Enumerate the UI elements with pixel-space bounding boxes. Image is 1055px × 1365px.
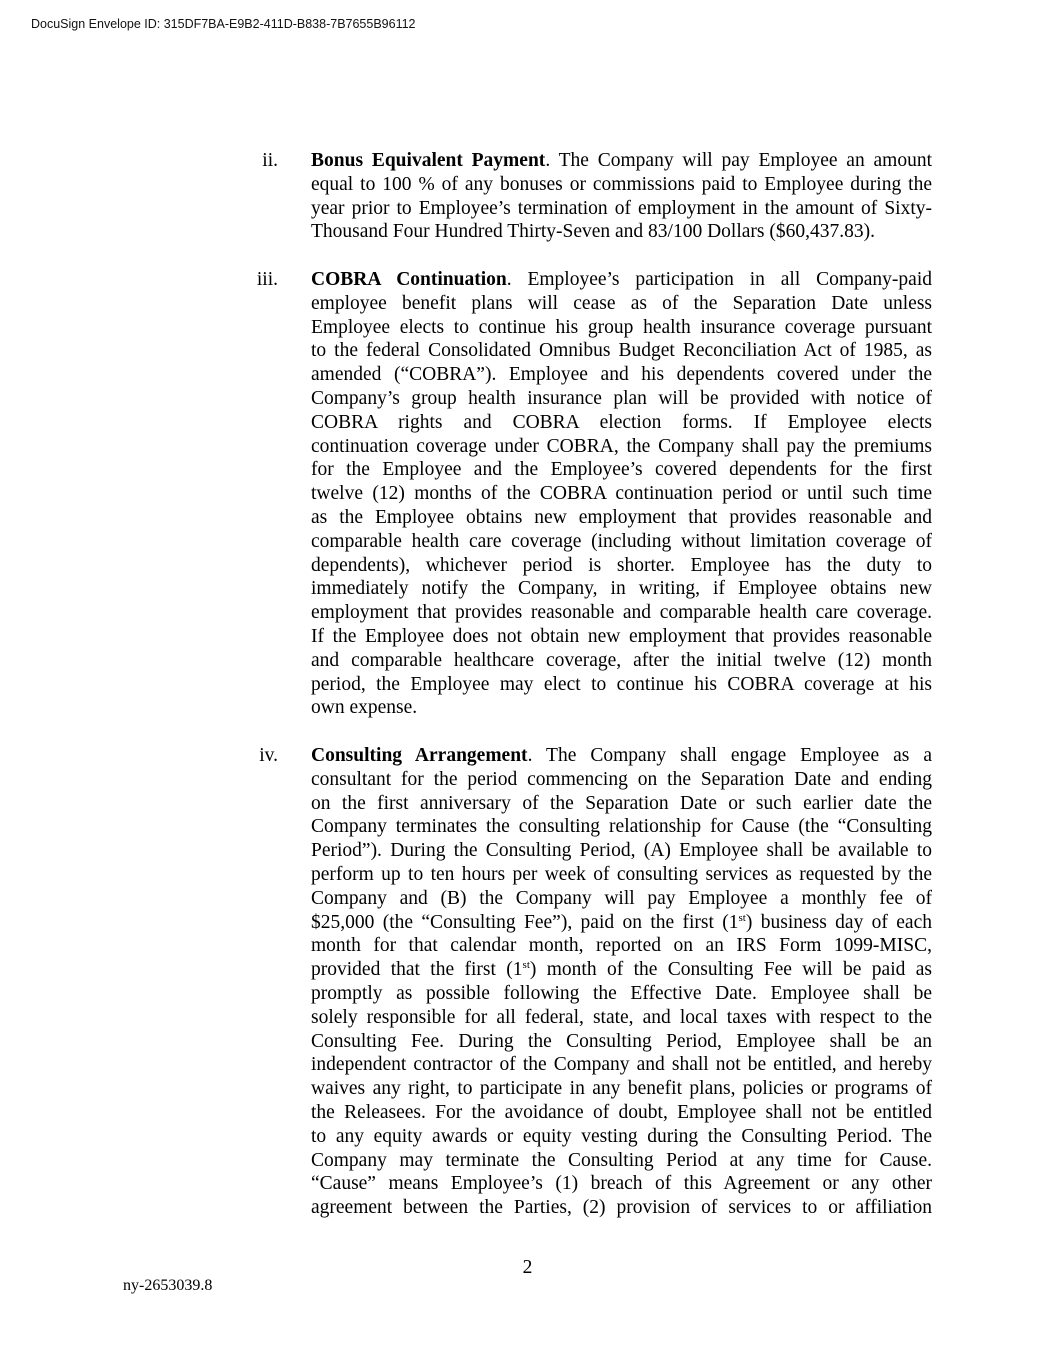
superscript-ordinal: st: [522, 959, 530, 972]
paragraph-line: $25,000 (the “Consulting Fee”), paid on the first (1st) business day of each: [311, 911, 932, 933]
paragraph-line: employment that provides reasonable and comparable health care coverage.: [311, 602, 932, 624]
paragraph-line: promptly as possible following the Effective Date. Employee shall be: [311, 982, 932, 1004]
paragraph-line: Company and (B) the Company will pay Employee a monthly fee of: [311, 887, 932, 909]
paragraph-line: and comparable healthcare coverage, after the initial twelve (12) month: [311, 649, 932, 671]
paragraph-line: continuation coverage under COBRA, the Company shall pay the premiums: [311, 435, 932, 457]
page-number: 2: [522, 1257, 533, 1278]
paragraph-line: for the Employee and the Employee’s covered dependents for the first: [311, 459, 932, 481]
item-paragraph: [311, 149, 932, 244]
item-numeral: iv.: [259, 745, 278, 766]
paragraph-line: comparable health care coverage (including without limitation coverage of: [311, 530, 932, 552]
paragraph-line: “Cause” means Employee’s (1) breach of this Agreement or any other: [311, 1173, 932, 1195]
paragraph-line: dependents), whichever period is shorter. Employee has the duty to: [311, 554, 932, 576]
paragraph-line: Period”). During the Consulting Period, (A) Employee shall be available to: [311, 840, 932, 862]
paragraph-line: as the Employee obtains new employment that provides reasonable and: [311, 506, 932, 528]
paragraph-line: independent contractor of the Company and shall not be entitled, and hereby: [311, 1054, 932, 1076]
paragraph-line: twelve (12) months of the COBRA continuation period or until such time: [311, 483, 932, 505]
item-paragraph: [311, 268, 932, 720]
paragraph-line: COBRA rights and COBRA election forms. If Employee elects: [311, 411, 932, 433]
paragraph-line: provided that the first (1st) month of the Consulting Fee will be paid as: [311, 959, 932, 981]
paragraph-line: own expense.: [311, 697, 418, 719]
item-heading: Bonus Equivalent Payment: [311, 150, 546, 171]
item-heading: Consulting Arrangement: [311, 745, 528, 766]
paragraph-line: Bonus Equivalent Payment. The Company will pay Employee an amount: [311, 150, 932, 171]
item-numeral: iii.: [256, 269, 278, 290]
paragraph-line: the Releasees. For the avoidance of doubt, Employee shall not be entitled: [311, 1101, 932, 1123]
paragraph-line: amended (“COBRA”). Employee and his dependents covered under the: [311, 364, 932, 386]
paragraph-line: Thousand Four Hundred Thirty-Seven and 83/100 Dollars ($60,437.83).: [311, 221, 875, 243]
item-heading: COBRA Continuation: [311, 269, 507, 290]
document-id: ny-2653039.8: [123, 1277, 213, 1294]
paragraph-line: immediately notify the Company, in writing, if Employee obtains new: [311, 578, 932, 600]
paragraph-line: month for that calendar month, reported on an IRS Form 1099-MISC,: [311, 935, 932, 957]
paragraph-line: perform up to ten hours per week of consulting services as requested by the: [311, 863, 932, 885]
paragraph-line: COBRA Continuation. Employee’s participation in all Company-paid: [311, 269, 932, 290]
paragraph-line: consultant for the period commencing on the Separation Date and ending: [311, 768, 932, 790]
paragraph-line: Company may terminate the Consulting Period at any time for Cause.: [311, 1149, 932, 1171]
paragraph-line: equal to 100 % of any bonuses or commissions paid to Employee during the: [311, 173, 932, 195]
paragraph-line: If the Employee does not obtain new employment that provides reasonable: [311, 625, 932, 647]
paragraph-line: Company’s group health insurance plan will be provided with notice of: [311, 387, 932, 409]
docusign-envelope-id: DocuSign Envelope ID: 315DF7BA-E9B2-411D-B838-7B7655B96112: [31, 17, 416, 31]
paragraph-line: Company terminates the consulting relationship for Cause (the “Consulting: [311, 816, 932, 838]
paragraph-line: agreement between the Parties, (2) provision of services to or affiliation: [311, 1197, 932, 1219]
paragraph-line: on the first anniversary of the Separation Date or such earlier date the: [311, 792, 932, 814]
paragraph-line: to the federal Consolidated Omnibus Budget Reconciliation Act of 1985, as: [311, 340, 932, 362]
paragraph-line: to any equity awards or equity vesting during the Consulting Period. The: [311, 1125, 932, 1147]
paragraph-line: employee benefit plans will cease as of the Separation Date unless: [311, 292, 932, 314]
superscript-ordinal: st: [738, 911, 746, 924]
paragraph-line: year prior to Employee’s termination of employment in the amount of Sixty-: [311, 197, 932, 219]
paragraph-line: solely responsible for all federal, state, and local taxes with respect to the: [311, 1006, 932, 1028]
paragraph-line: Consulting Fee. During the Consulting Period, Employee shall be an: [311, 1030, 932, 1052]
item-numeral: ii.: [262, 150, 278, 171]
item-paragraph: [311, 744, 932, 1220]
paragraph-line: waives any right, to participate in any benefit plans, policies or programs of: [311, 1078, 932, 1100]
paragraph-line: period, the Employee may elect to continue his COBRA coverage at his: [311, 673, 932, 695]
paragraph-line: Consulting Arrangement. The Company shall engage Employee as a: [311, 745, 932, 766]
paragraph-line: Employee elects to continue his group health insurance coverage pursuant: [311, 316, 932, 338]
